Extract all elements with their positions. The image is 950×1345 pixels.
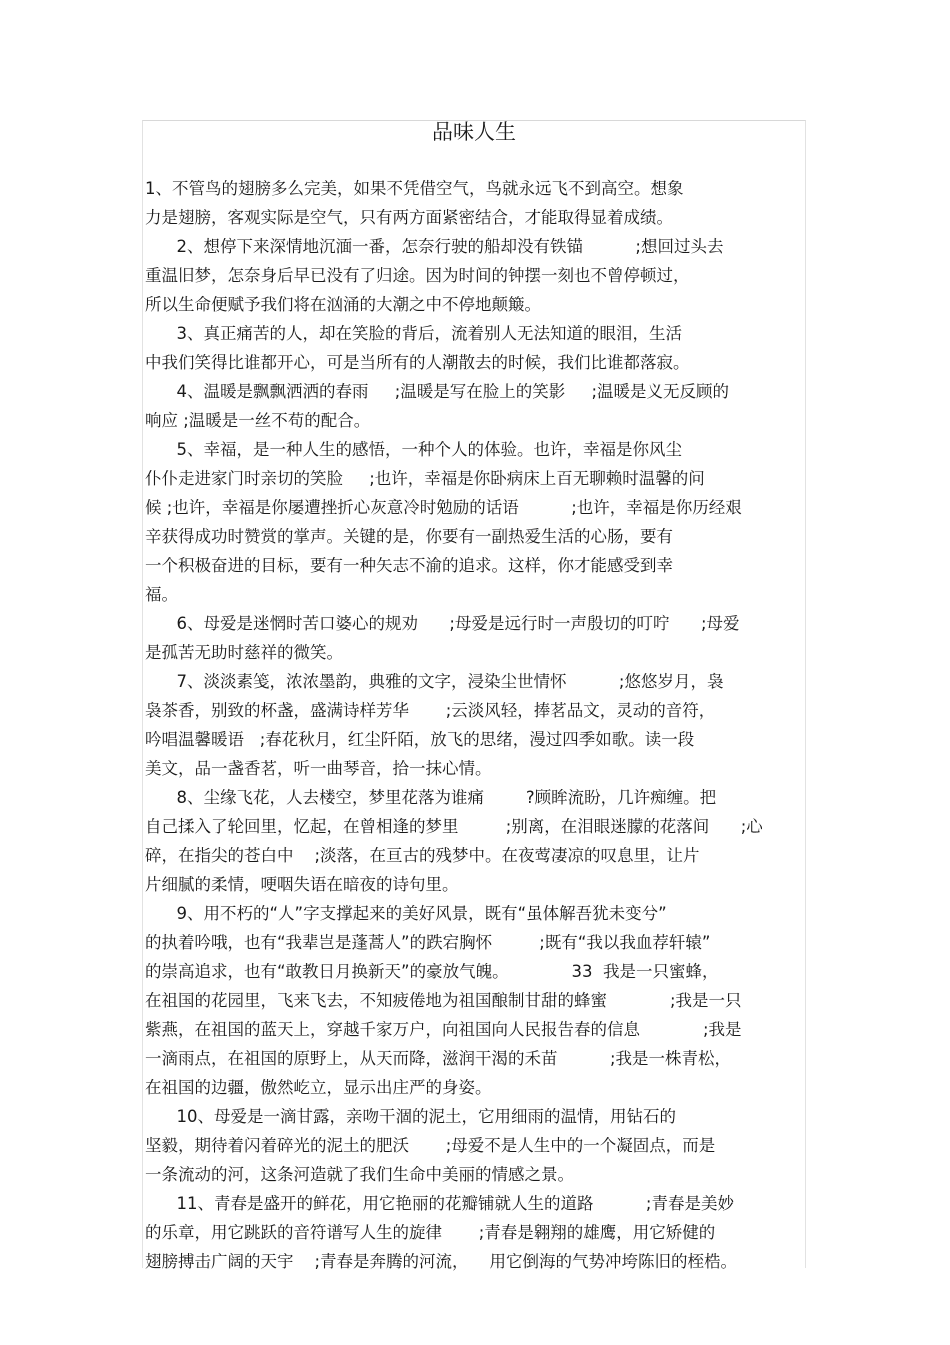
text-line: 的乐章，用它跳跃的音符谱写人生的旋律 ;青春是翱翔的雄鹰，用它矫健的 xyxy=(145,1223,716,1242)
text-line: 一条流动的河，这条河造就了我们生命中美丽的情感之景。 xyxy=(145,1165,574,1184)
text-line: 3、真正痛苦的人，却在笑脸的背后，流着别人无法知道的眼泪，生活 xyxy=(145,324,682,343)
text-line: 力是翅膀，客观实际是空气，只有两方面紧密结合，才能取得显着成绩。 xyxy=(145,208,673,227)
text-line: 自己揉入了轮回里，忆起，在曾相逢的梦里 ;别离，在泪眼迷朦的花落间 ;心 xyxy=(145,817,763,836)
text-line: 所以生命便赋予我们将在汹涌的大潮之中不停地颠簸。 xyxy=(145,295,541,314)
text-line: 5、幸福，是一种人生的感悟，一种个人的体验。也许，幸福是你风尘 xyxy=(145,440,682,459)
text-line: 紫燕，在祖国的蓝天上，穿越千家万户，向祖国向人民报告春的信息 ;我是 xyxy=(145,1020,742,1039)
text-line: 10、母爱是一滴甘露，亲吻干涸的泥土，它用细雨的温情，用钻石的 xyxy=(145,1107,676,1126)
text-line: 碎，在指尖的苍白中 ;淡落，在亘古的残梦中。在夜莺凄凉的叹息里，让片 xyxy=(145,846,700,865)
text-line: 坚毅，期待着闪着碎光的泥土的肥沃 ;母爱不是人生中的一个凝固点，而是 xyxy=(145,1136,716,1155)
text-line: 重温旧梦，怎奈身后早已没有了归途。因为时间的钟摆一刻也不曾停顿过， xyxy=(145,266,690,285)
text-line: 1、不管鸟的翅膀多么完美，如果不凭借空气，鸟就永远飞不到高空。想象 xyxy=(145,179,684,198)
text-line: 在祖国的边疆，傲然屹立，显示出庄严的身姿。 xyxy=(145,1078,492,1097)
text-line: 仆仆走进家门时亲切的笑脸 ;也许，幸福是你卧病床上百无聊赖时温馨的问 xyxy=(145,469,705,488)
text-line: 响应 ;温暖是一丝不苟的配合。 xyxy=(145,411,371,430)
text-line: 吟唱温馨暖语 ;春花秋月，红尘阡陌，放飞的思绪，漫过四季如歌。读一段 xyxy=(145,730,695,749)
document-title: 品味人生 xyxy=(432,120,516,144)
text-line: 一滴雨点，在祖国的原野上，从天而降，滋润干渴的禾苗 ;我是一株青松， xyxy=(145,1049,732,1068)
text-line: 的执着吟哦，也有“我辈岂是蓬蒿人”的跌宕胸怀 ;既有“我以我血荐轩辕” xyxy=(145,933,711,952)
text-line: 6、母爱是迷惘时苦口婆心的规劝 ;母爱是远行时一声殷切的叮咛 ;母爱 xyxy=(145,614,740,633)
text-line: 4、温暖是飘飘洒洒的春雨 ;温暖是写在脸上的笑影 ;温暖是义无反顾的 xyxy=(145,382,730,401)
text-line: 美文，品一盏香茗，听一曲琴音，拾一抹心情。 xyxy=(145,759,492,778)
text-line: 2、想停下来深情地沉湎一番，怎奈行驶的船却没有铁锚 ;想回过头去 xyxy=(145,237,724,256)
document-body xyxy=(145,174,795,1276)
text-line: 7、淡淡素笺，浓浓墨韵，典雅的文字，浸染尘世情怀 ;悠悠岁月，袅 xyxy=(145,672,724,691)
text-line: 中我们笑得比谁都开心，可是当所有的人潮散去的时候，我们比谁都落寂。 xyxy=(145,353,690,372)
text-line: 在祖国的花园里，飞来飞去，不知疲倦地为祖国酿制甘甜的蜂蜜 ;我是一只 xyxy=(145,991,742,1010)
text-line: 是孤苦无助时慈祥的微笑。 xyxy=(145,643,343,662)
text-line: 11、青春是盛开的鲜花，用它艳丽的花瓣铺就人生的道路 ;青春是美妙 xyxy=(145,1194,734,1213)
text-line: 翅膀搏击广阔的天宇 ;青春是奔腾的河流， 用它倒海的气势冲垮陈旧的桎梏。 xyxy=(145,1252,738,1271)
text-line: 候 ;也许，幸福是你屡遭挫折心灰意冷时勉励的话语 ;也许，幸福是你历经艰 xyxy=(145,498,742,517)
text-line: 的崇高追求，也有“敢教日月换新天”的豪放气魄。 33 我是一只蜜蜂， xyxy=(145,962,719,981)
text-line: 8、尘缘飞花，人去楼空，梦里花落为谁痛 ?顾眸流盼，几许痴缠。把 xyxy=(145,788,717,807)
text-line: 袅茶香，别致的杯盏，盛满诗样芳华 ;云淡风轻，捧茗品文，灵动的音符， xyxy=(145,701,716,720)
text-line: 9、用不朽的“人”字支撑起来的美好风景，既有“虽体解吾犹未变兮” xyxy=(145,904,667,923)
text-line: 片细腻的柔情，哽咽失语在暗夜的诗句里。 xyxy=(145,875,459,894)
text-line: 一个积极奋进的目标，要有一种矢志不渝的追求。这样，你才能感受到幸 xyxy=(145,556,673,575)
text-line: 福。 xyxy=(145,585,178,604)
text-line: 辛获得成功时赞赏的掌声。关键的是，你要有一副热爱生活的心肠，要有 xyxy=(145,527,673,546)
